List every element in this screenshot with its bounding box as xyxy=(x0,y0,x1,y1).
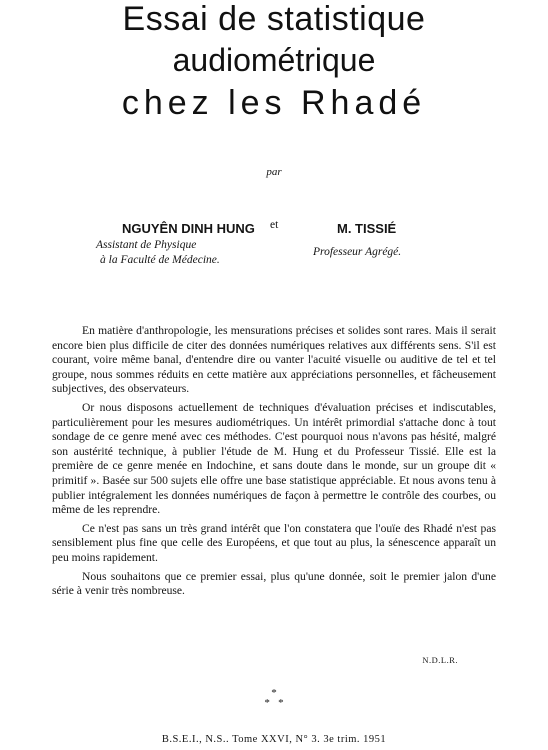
editorial-note-body xyxy=(52,324,496,603)
paragraph-1: En matière d'anthropologie, les mensurations précises et solides sont rares. Mais il serait encore bien plus difficile de citer des données numériques relatives aux différents sens. S'il est courant, voire même banal, d'entendre dire ou vanter l'acuité visuelle ou auditive de tel et tel groupe, nous sommes réduits en cette matière aux appréciations personnelles, et fâcheusement subjectives, des observateurs. xyxy=(52,324,496,396)
journal-footer: B.S.E.I., N.S.. Tome XXVI, N° 3. 3e trim. 1951 xyxy=(161,734,387,745)
paragraph-3: Ce n'est pas sans un très grand intérêt que l'on constatera que l'ouïe des Rhadé n'est pas sensiblement plus fine que celle des Européens, et que tout au plus, la sénescence apparaît un peu moins rapidement. xyxy=(52,521,496,564)
separator-stars-bottom: * * xyxy=(264,697,284,709)
editor-signature: N.D.L.R. xyxy=(422,655,458,665)
title-line-3: chez les Rhadé xyxy=(121,84,427,122)
author-1-affiliation-line-1: Assistant de Physique xyxy=(96,239,197,251)
author-conjunction: et xyxy=(270,219,279,231)
title-line-1: Essai de statistique xyxy=(122,0,426,38)
author-2-affiliation: Professeur Agrégé. xyxy=(313,246,402,258)
byline-par: par xyxy=(266,166,282,178)
paragraph-2: Or nous disposons actuellement de techniques d'évaluation précises et indiscutables, particulièrement pour les mesures audiométriques. Un intérêt primordial s'attache donc à tout sondage de ce genre mené avec ces méthodes. C'est pourquoi nous n'avons pas hésité, malgré son austérité technique, à publier l'étude de M. Hung et du Professeur Tissié. Elle est la première de ce genre menée en Indochine, et sans doute dans le monde, sur un groupe dit « primitif ». Basée sur 500 sujets elle offre une base statistique appréciable. Et nous avons tenu à publier intégralement les données numériques de façon à permettre le contrôle des courbes, ou même de les reprendre. xyxy=(52,400,496,517)
author-name-2: M. TISSIÉ xyxy=(337,221,397,236)
section-separator xyxy=(0,688,548,708)
author-1-affiliation-line-2: à la Faculté de Médecine. xyxy=(100,254,220,266)
title-line-2: audiométrique xyxy=(172,42,376,78)
separator-star-top: * xyxy=(271,687,277,699)
paragraph-4: Nous souhaitons que ce premier essai, plus qu'une donnée, soit le premier jalon d'une série à venir très nombreuse. xyxy=(52,569,496,598)
author-name-1: NGUYÊN DINH HUNG xyxy=(122,221,255,236)
